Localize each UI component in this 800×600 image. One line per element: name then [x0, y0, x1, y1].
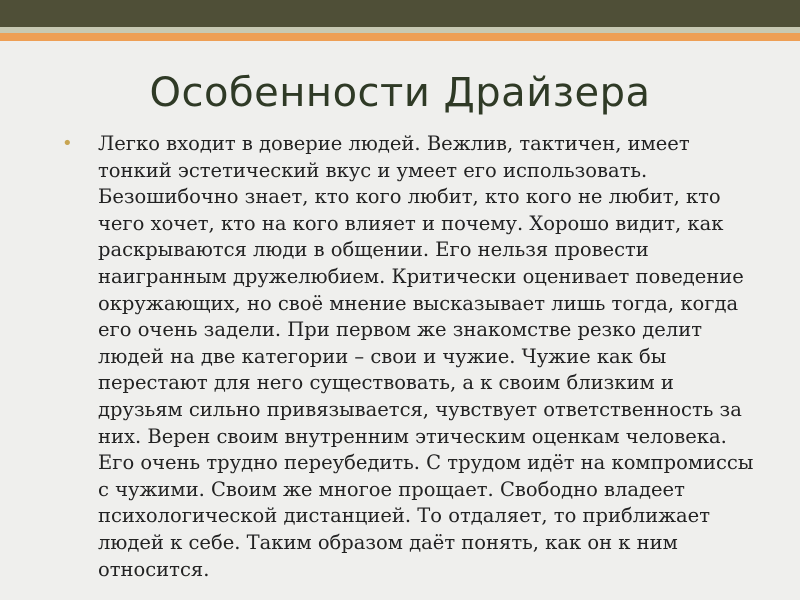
bullet-marker-icon: •	[62, 133, 73, 154]
top-decor-bar-accent	[0, 33, 800, 41]
bullet-item	[62, 131, 762, 583]
slide-content	[62, 131, 762, 583]
bullet-text: Легко входит в доверие людей. Вежлив, тактичен, имеет тонкий эстетический вкус и умеет его использовать. Безошибочно знает, кто кого любит, кто кого не любит, кто чего хочет, кто на кого влияет и почему. Хорошо видит, как раскрываются люди в общении. Его нельзя провести наигранным дружелюбием. Критически оценивает поведение окружающих, но своё мнение высказывает лишь тогда, когда его очень задели. При первом же знакомстве резко делит людей на две категории – свои и чужие. Чужие как бы перестают для него существовать, а к своим близким и друзьям сильно привязывается, чувствует ответственность за них. Верен своим внутренним этическим оценкам человека. Его очень трудно переубедить. С трудом идёт на компромиссы с чужими. Своим же многое прощает. Свободно владеет психологической дистанцией. То отдаляет, то приближает людей к себе. Таким образом даёт понять, как он к ним относится.	[98, 132, 754, 581]
slide-title: Особенности Драйзера	[149, 70, 651, 116]
top-decor-bar-dark	[0, 0, 800, 27]
